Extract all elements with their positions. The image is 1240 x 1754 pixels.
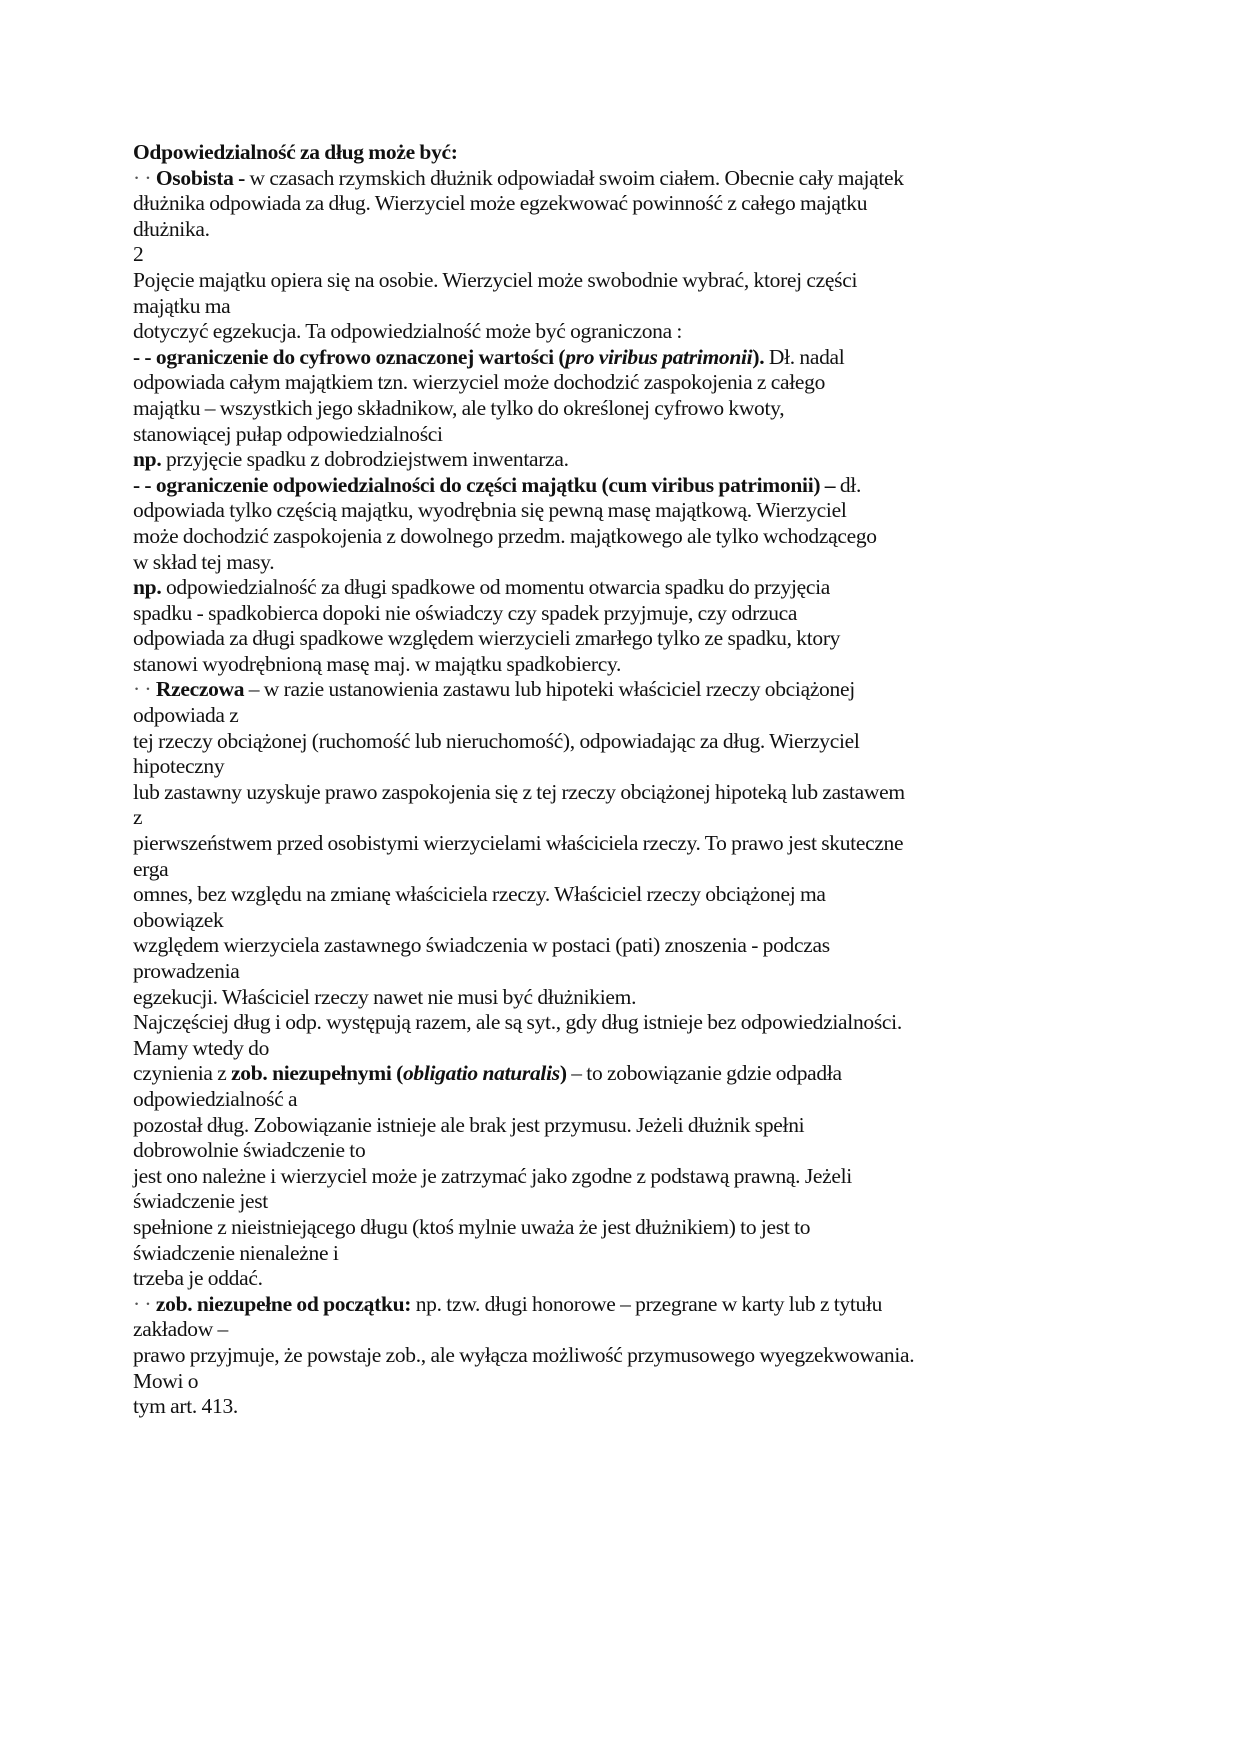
text-segment: dł. [835,472,862,497]
bullet-marker: · · [133,165,156,190]
text-line [133,933,1133,959]
text-segment: lub zastawny uzyskuje prawo zaspokojenia się z tej rzeczy obciążonej hipoteką lub zastawem [133,779,905,804]
text-line [133,985,1133,1011]
text-segment: Mowi o [133,1368,199,1393]
emphasized-text: Rzeczowa [155,677,245,702]
emphasized-text: - - ograniczenie do cyfrowo oznaczonej wartości ( [133,344,566,369]
emphasized-text: obligatio naturalis [402,1061,560,1086]
text-segment: dłużnika. [133,216,210,241]
text-line [133,1215,1133,1241]
text-segment: erga [133,856,169,881]
text-line [133,652,1133,678]
text-segment: odpowiada tylko częścią majątku, wyodrębnia się pewną masę majątkową. Wierzyciel [133,498,847,523]
text-line [133,1138,1133,1164]
text-segment: dobrowolnie świadczenie to [133,1138,366,1163]
text-line [133,908,1133,934]
text-segment: pozostał dług. Zobowiązanie istnieje ale brak jest przymusu. Jeżeli dłużnik spełni [133,1112,805,1137]
text-line [133,1369,1133,1395]
text-segment: odpowiada za długi spadkowe względem wierzycieli zmarłego tylko ze spadku, ktory [133,626,841,651]
text-line [133,166,1133,192]
emphasized-text: Osobista - [155,165,245,190]
text-line [133,1061,1133,1087]
text-line [133,1113,1133,1139]
text-line [133,626,1133,652]
text-segment: świadczenie jest [133,1189,268,1214]
text-line [133,575,1133,601]
text-line [133,1292,1133,1318]
bullet-marker: · · [133,677,156,702]
text-segment: w czasach rzymskich dłużnik odpowiadał swoim ciałem. Obecnie cały majątek [244,165,904,190]
text-line [133,319,1133,345]
text-line [133,703,1133,729]
text-segment: zakładow – [133,1317,229,1342]
document-heading [133,140,1133,166]
text-segment: egzekucji. Właściciel rzeczy nawet nie musi być dłużnikiem. [133,984,637,1009]
text-segment: spełnione z nieistniejącego długu (ktoś mylnie uważa że jest dłużnikiem) to jest to [133,1214,811,1239]
text-segment: prowadzenia [133,959,240,983]
text-line [133,959,1133,985]
text-segment: majątku ma [133,293,231,318]
text-line [133,191,1133,217]
emphasized-text: np. [133,575,162,600]
text-line [133,1241,1133,1267]
text-line [133,294,1133,320]
text-segment: przyjęcie spadku z dobrodziejstwem inwentarza. [161,447,569,472]
text-line [133,217,1133,243]
text-line [133,268,1133,294]
text-segment: Dł. nadal [764,344,845,369]
text-segment: – w razie ustanowienia zastawu lub hipoteki właściciel rzeczy obciążonej [244,677,855,702]
text-segment: spadku - spadkobierca dopoki nie oświadczy czy spadek przyjmuje, czy odrzuca [133,600,798,625]
text-line [133,1343,1133,1369]
text-line [133,524,1133,550]
text-line [133,422,1133,448]
emphasized-text: ) [559,1061,567,1086]
text-line [133,677,1133,703]
text-segment: omnes, bez względu na zmianę właściciela rzeczy. Właściciel rzeczy obciążonej ma [133,882,826,907]
text-line [133,1394,1133,1420]
text-line [133,345,1133,371]
text-segment: prawo przyjmuje, że powstaje zob., ale wyłącza możliwość przymusowego wyegzekwowania. [133,1342,915,1367]
emphasized-text: ). [752,344,765,369]
emphasized-text: Odpowiedzialność za dług może być: [133,140,458,164]
text-segment: dotyczyć egzekucja. Ta odpowiedzialność może być ograniczona : [133,319,683,344]
text-line [133,780,1133,806]
bullet-marker: · · [133,1291,156,1316]
text-segment: pierwszeństwem przed osobistymi wierzycielami właściciela rzeczy. To prawo jest skuteczne [133,831,904,856]
text-line [133,729,1133,755]
text-segment: hipoteczny [133,754,225,779]
text-segment: 2 [133,242,144,267]
emphasized-text: pro viribus patrimonii [565,344,753,369]
text-line [133,498,1133,524]
text-line [133,831,1133,857]
text-segment: majątku – wszystkich jego składnikow, ale tylko do określonej cyfrowo kwoty, [133,395,785,420]
text-segment: obowiązek [133,907,224,932]
emphasized-text: zob. niezupełnymi ( [231,1061,403,1086]
text-segment: – to zobowiązanie gdzie odpadła [566,1061,842,1086]
text-segment: względem wierzyciela zastawnego świadczenia w postaci (pati) znoszenia - podczas [133,933,830,958]
text-segment: Mamy wtedy do [133,1035,270,1060]
emphasized-text: zob. niezupełne od początku: [155,1291,412,1316]
text-segment: świadczenie nienależne i [133,1240,339,1265]
text-segment: odpowiada całym majątkiem tzn. wierzyciel może dochodzić zaspokojenia z całego [133,370,826,395]
text-segment: tym art. 413. [133,1394,238,1419]
text-line [133,754,1133,780]
text-line [133,1036,1133,1062]
text-line [133,1087,1133,1113]
emphasized-text: np. [133,447,162,472]
text-line [133,550,1133,576]
text-line [133,396,1133,422]
text-line [133,1189,1133,1215]
text-segment: Pojęcie majątku opiera się na osobie. Wierzyciel może swobodnie wybrać, ktorej części [133,267,858,292]
text-line [133,1317,1133,1343]
text-segment: np. tzw. długi honorowe – przegrane w karty lub z tytułu [411,1291,883,1316]
text-segment: tej rzeczy obciążonej (ruchomość lub nieruchomość), odpowiadając za dług. Wierzyciel [133,728,860,753]
text-line [133,805,1133,831]
text-segment: czynienia z [133,1061,232,1086]
text-line [133,473,1133,499]
text-segment: jest ono należne i wierzyciel może je zatrzymać jako zgodne z podstawą prawną. Jeżeli [133,1163,852,1188]
text-line [133,1164,1133,1190]
text-segment: odpowiedzialność za długi spadkowe od momentu otwarcia spadku do przyjęcia [161,575,831,600]
text-line [133,1010,1133,1036]
text-line [133,370,1133,396]
text-segment: z [133,805,143,830]
text-segment: Najczęściej dług i odp. występują razem, ale są syt., gdy dług istnieje bez odpowiedzialności. [133,1010,902,1035]
emphasized-text: - - ograniczenie odpowiedzialności do części majątku (cum viribus patrimonii) – [133,472,836,497]
text-line [133,882,1133,908]
text-line [133,242,1133,268]
text-segment: odpowiada z [133,703,239,728]
text-line [133,601,1133,627]
document-page [133,140,1133,1420]
text-segment: odpowiedzialność a [133,1086,298,1111]
text-segment: stanowi wyodrębnioną masę maj. w majątku spadkobiercy. [133,651,622,676]
text-segment: może dochodzić zaspokojenia z dowolnego przedm. majątkowego ale tylko wchodzącego [133,523,877,548]
text-segment: dłużnika odpowiada za dług. Wierzyciel może egzekwować powinność z całego majątku [133,191,868,216]
text-line [133,1266,1133,1292]
text-segment: stanowiącej pułap odpowiedzialności [133,421,443,446]
text-line [133,857,1133,883]
text-line [133,447,1133,473]
text-segment: w skład tej masy. [133,549,275,574]
text-segment: trzeba je oddać. [133,1266,263,1291]
